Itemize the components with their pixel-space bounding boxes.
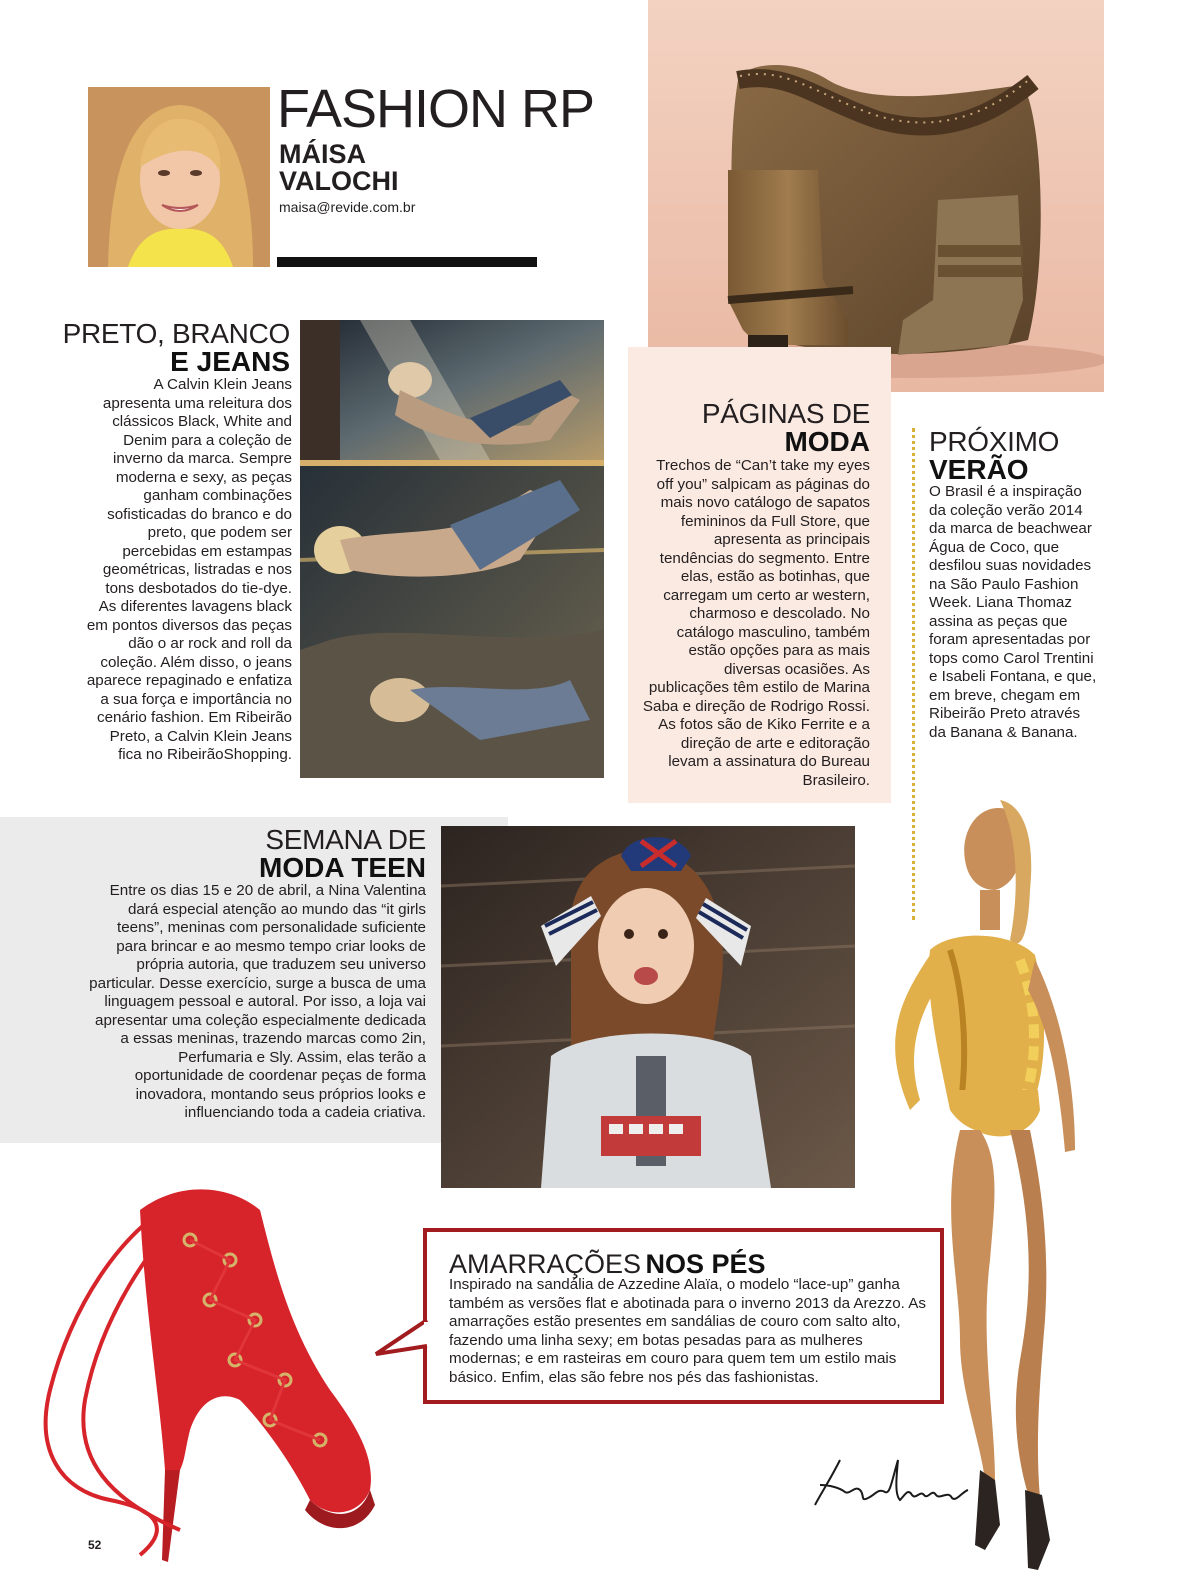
bag-boots-photo [648,0,1104,392]
column-email[interactable]: maisa@revide.com.br [279,199,416,215]
amarracoes-callout-pointer [374,1318,434,1358]
amarracoes-body: Inspirado na sandália de Azzedine Alaïa, o modelo “lace-up” ganha também as versões flat e abotinada para o inverno 2013 da Arezzo. As amarrações estão presentes em sandálias de couro com salto alto, fazendo uma linha sexy; em botas pesadas para as mulheres modernas; e em rasteiras em couro para quem tem um estilo mais básico. Enfim, elas são febre nos pés das fashionistas. [449,1276,927,1386]
paginas-moda-heading [640,400,870,456]
preto-branco-title-bold: E JEANS [170,346,290,377]
designer-signature [800,1440,980,1520]
columnist-portrait [88,87,270,267]
header-divider [277,257,537,267]
amarracoes-title-bold: NOS PÉS [645,1249,766,1279]
proximo-verao-title-bold: VERÃO [929,454,1029,485]
moda-teen-title-bold: MODA TEEN [259,852,426,883]
proximo-verao-body: O Brasil é a inspiração da coleção verão 2014 da marca de beachwear Água de Coco, que desfilou suas novidades na São Paulo Fashion Week. Liana Thomaz assina as peças que foram apresentadas por tops como Carol Trentini e Isabeli Fontana, e que, em breve, chegam em Ribeirão Preto através da Banana & Banana. [929,483,1097,741]
preto-branco-title-light: PRETO, BRANCO [62,318,290,349]
moda-teen-body: Entre os dias 15 e 20 de abril, a Nina Valentina dará especial atenção ao mundo das “it girls teens”, meninas com personalidade suficiente para brincar e ao mesmo tempo criar looks de própria autoria, que traduzem seu universo particular. Desse exercício, surge a busca de uma linguagem pessoal e autoral. Por isso, a loja vai apresentar uma coleção especialmente dedicada a essas meninas, trazendo marcas como 2in, Perfumaria e Sly. Assim, elas terão a oportunidade de coordenar peças de forma inovadora, montando seus próprios looks e influenciando toda a cadeia criativa. [89,882,426,1121]
preto-branco-body: A Calvin Klein Jeans apresenta uma releitura dos clássicos Black, White and Denim para a coleção de inverno da marca. Sempre moderna e sexy, as peças ganham combinações sofisticadas do branco e do preto, que podem ser percebidas em estampas geométricas, listradas e nos tons desbotados do tie-dye. As diferentes lavagens black em pontos diversos das peças dão o ar rock and roll da coleção. Além disso, o jeans aparece repaginado e enfatiza a sua força e importância no cenário fashion. Em Ribeirão Preto, a Calvin Klein Jeans fica no RibeirãoShopping. [86,376,292,763]
paginas-moda-title-light: PÁGINAS DE [701,398,870,429]
page-number: 52 [88,1538,102,1552]
moda-teen-heading [200,826,426,882]
preto-branco-heading [60,320,290,376]
teen-girl-photo [441,826,855,1188]
proximo-verao-title-light: PRÓXIMO [929,426,1060,457]
column-title: FASHION RP [277,79,595,139]
proximo-verao-heading [929,428,1159,484]
lace-up-shoe-photo [30,1170,410,1575]
calvin-klein-photo [300,320,604,778]
column-author: MÁISA VALOCHI [279,139,399,196]
moda-teen-title-light: SEMANA DE [265,824,426,855]
paginas-moda-title-bold: MODA [784,426,870,457]
paginas-moda-body: Trechos de “Can’t take my eyes off you” salpicam as páginas do mais novo catálogo de sapatos femininos da Full Store, que apresenta as principais tendências do segmento. Entre elas, estão as botinhas, que carregam um certo ar western, charmoso e descolado. No catálogo masculino, também estão opções para as mais diversas ocasiões. As publicações têm estilo de Marina Saba e direção de Rodrigo Rossi. As fotos são de Kiko Ferrite e a direção de arte e editoração levam a assinatura do Bureau Brasileiro. [642,457,870,789]
amarracoes-heading [449,1250,766,1278]
amarracoes-title-light: AMARRAÇÕES [449,1249,642,1279]
